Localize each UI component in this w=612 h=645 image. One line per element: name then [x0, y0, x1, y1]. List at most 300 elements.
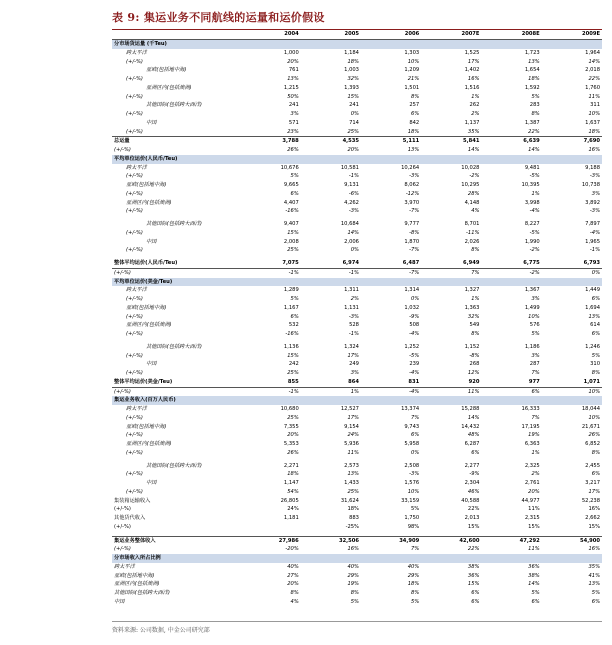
row-label: 亚洲区内(包括澳洲)	[126, 199, 172, 206]
value-cell: -3%	[409, 471, 420, 478]
value-cell: 40%	[287, 563, 299, 570]
value-cell: 5%	[290, 173, 299, 180]
value-cell: 5,353	[283, 441, 299, 447]
value-cell: 549	[469, 322, 480, 329]
value-cell: 1,136	[283, 343, 299, 350]
value-cell: 310	[590, 361, 600, 368]
value-cell: 4%	[471, 208, 480, 215]
value-cell: 5%	[531, 331, 540, 337]
table-row	[112, 352, 602, 361]
value-cell: 0%	[350, 247, 359, 254]
value-cell: 239	[409, 361, 420, 368]
value-cell: 14%	[347, 229, 359, 236]
value-cell: 20%	[287, 432, 299, 439]
row-label: (+/-%)	[126, 190, 143, 197]
value-cell: 1,246	[585, 343, 600, 350]
value-cell: 20%	[528, 488, 540, 495]
value-cell: 2,304	[464, 480, 480, 486]
value-cell: 32,506	[301, 536, 361, 545]
value-cell: 6,974	[342, 260, 359, 266]
value-cell: 5%	[531, 93, 540, 100]
table-row	[112, 238, 602, 247]
table-row	[112, 229, 602, 238]
value-cell: 1,314	[404, 287, 420, 294]
value-cell: 13%	[347, 471, 359, 478]
table-row	[112, 110, 602, 119]
value-cell	[301, 155, 361, 164]
row-label: 集运业务整体收入	[112, 536, 241, 545]
value-cell: 20%	[347, 147, 359, 153]
value-cell: 1,209	[404, 67, 420, 74]
table-row	[112, 313, 602, 322]
value-cell: -3%	[589, 173, 600, 180]
value-cell: 241	[288, 102, 299, 109]
row-label: 总运量	[112, 137, 241, 146]
value-cell: -6%	[348, 190, 359, 197]
value-cell: 977	[528, 378, 540, 385]
value-cell: 2,573	[344, 462, 359, 469]
value-cell: 614	[590, 322, 600, 329]
value-cell: 25%	[347, 128, 359, 135]
row-label: (+/-%)	[126, 352, 143, 359]
value-cell: 9,131	[344, 182, 359, 188]
value-cell: -2%	[469, 173, 480, 180]
value-cell: 6,949	[463, 260, 480, 266]
table-row	[112, 387, 602, 396]
row-label: (+/-%)	[114, 147, 131, 153]
value-cell	[241, 523, 301, 532]
value-cell: 2,006	[344, 238, 359, 245]
value-cell: 15%	[287, 229, 299, 236]
value-cell: 576	[529, 322, 540, 329]
value-cell: 1,071	[583, 378, 600, 385]
value-cell: 1,637	[585, 119, 600, 126]
table-row	[112, 514, 602, 523]
value-cell: 528	[349, 322, 359, 329]
value-cell: 8,701	[464, 221, 480, 227]
value-cell: 3%	[531, 352, 540, 359]
table-row	[112, 505, 602, 514]
value-cell: 1,449	[585, 287, 600, 294]
assumption-table-container	[112, 30, 602, 607]
row-label: (+/-%)	[126, 208, 143, 215]
table-row	[112, 589, 602, 598]
value-cell: 920	[468, 378, 480, 385]
table-row	[112, 101, 602, 110]
table-row	[112, 146, 602, 155]
value-cell: 1,181	[283, 515, 299, 521]
value-cell: 287	[529, 361, 540, 368]
table-row	[112, 128, 602, 137]
row-label: 亚洲区内(包括澳洲)	[126, 322, 172, 329]
value-cell: 2,008	[283, 238, 299, 245]
value-cell: 1,003	[344, 67, 359, 74]
row-label: 亚洲区内(包括澳洲)	[126, 441, 172, 447]
column-header: 2009E	[542, 30, 602, 40]
value-cell: 2,026	[464, 238, 480, 245]
value-cell: 3%	[290, 111, 299, 117]
value-cell: -20%	[285, 546, 299, 553]
value-cell: 5%	[531, 590, 540, 596]
value-cell: 17%	[347, 414, 359, 421]
row-label: (+/-%)	[126, 111, 143, 117]
value-cell: 1,147	[283, 480, 299, 486]
value-cell: 1,393	[344, 84, 359, 91]
value-cell: 10%	[407, 58, 420, 65]
value-cell: 18%	[347, 58, 359, 65]
value-cell: 6,775	[523, 260, 540, 266]
row-label: (+/-%)	[126, 296, 143, 302]
value-cell: 864	[348, 378, 359, 385]
value-cell: 12%	[467, 370, 480, 376]
value-cell: 9,188	[585, 164, 600, 171]
value-cell: 19%	[347, 581, 359, 588]
table-row	[112, 49, 602, 58]
row-label: 其他货代收入	[114, 515, 146, 521]
value-cell: 16%	[467, 76, 480, 82]
table-row	[112, 488, 602, 497]
table-row	[112, 172, 602, 181]
value-cell: 6%	[591, 471, 600, 478]
table-row	[112, 470, 602, 479]
value-cell: -5%	[529, 229, 540, 236]
value-cell: 17%	[588, 488, 600, 495]
table-row	[112, 58, 602, 67]
value-cell: 883	[349, 515, 359, 521]
value-cell: 25%	[287, 414, 299, 421]
value-cell	[542, 396, 602, 405]
row-label: 亚欧(包括地中海)	[146, 67, 187, 74]
value-cell: -4%	[589, 229, 600, 236]
row-label: 中国	[146, 119, 157, 126]
value-cell: 6%	[531, 598, 540, 605]
value-cell: 11%	[528, 506, 540, 513]
value-cell: 2,325	[524, 462, 540, 469]
value-cell: 6%	[290, 313, 299, 320]
value-cell: 262	[469, 102, 480, 109]
row-label: 中国	[114, 598, 125, 605]
value-cell: 761	[288, 67, 299, 74]
value-cell: 5%	[591, 352, 600, 359]
row-label: (+/-%)	[126, 76, 143, 82]
value-cell: 6%	[471, 598, 480, 605]
table-row	[112, 119, 602, 128]
value-cell: 1,324	[344, 343, 359, 350]
row-label: 跨太平洋	[126, 287, 147, 294]
value-cell: 18%	[407, 581, 420, 588]
value-cell: 15%	[287, 352, 299, 359]
value-cell: -4%	[529, 208, 540, 215]
value-cell: 32%	[347, 76, 359, 82]
value-cell: 1,000	[283, 49, 299, 56]
value-cell: 10%	[528, 313, 540, 320]
value-cell: -3%	[348, 208, 359, 215]
value-cell: 5,111	[361, 137, 421, 146]
value-cell: 6%	[410, 432, 420, 439]
value-cell	[481, 554, 541, 563]
value-cell: 10,264	[401, 164, 420, 171]
value-cell: 532	[288, 322, 299, 329]
value-cell	[361, 278, 421, 287]
value-cell: 17%	[347, 352, 359, 359]
value-cell: 9,154	[344, 423, 359, 430]
value-cell: 8%	[471, 247, 480, 254]
value-cell: 13%	[588, 313, 600, 320]
value-cell: 1,516	[464, 84, 480, 91]
table-row	[112, 440, 602, 449]
value-cell: 7,897	[585, 221, 600, 227]
value-cell: 4,262	[344, 199, 359, 206]
value-cell: 6%	[481, 387, 541, 396]
row-label: (+/-%)	[126, 173, 143, 180]
row-label: 其他国际(包括跨大西洋)	[146, 221, 202, 227]
value-cell: 6%	[591, 331, 600, 337]
value-cell: 22%	[467, 506, 480, 513]
value-cell: 6,793	[583, 260, 600, 266]
value-cell: 2,662	[585, 515, 600, 521]
value-cell: 13%	[407, 147, 420, 153]
row-label: (+/-%)	[126, 414, 143, 421]
table-row	[112, 66, 602, 75]
value-cell	[542, 278, 602, 287]
value-cell: 27%	[287, 572, 299, 579]
value-cell	[241, 396, 301, 405]
value-cell: 16%	[588, 147, 600, 153]
value-cell: -16%	[285, 208, 299, 215]
value-cell: 14%	[528, 147, 540, 153]
value-cell: 241	[349, 102, 359, 109]
value-cell: 2,277	[464, 462, 480, 469]
value-cell: 2%	[471, 111, 480, 117]
value-cell: 1,167	[283, 304, 299, 311]
value-cell: 13%	[588, 581, 600, 588]
row-label: 其他国际(包括跨大西洋)	[146, 343, 202, 350]
value-cell: 15%	[588, 523, 600, 530]
value-cell: 11%	[528, 546, 540, 553]
value-cell: 249	[349, 361, 359, 368]
row-label: 集装箱运输收入	[114, 497, 151, 504]
value-cell: -3%	[409, 173, 420, 180]
value-cell	[241, 155, 301, 164]
value-cell: 1,576	[404, 480, 420, 486]
value-cell: 36%	[467, 572, 480, 579]
value-cell: 24%	[287, 506, 299, 513]
value-cell: 831	[408, 378, 420, 385]
value-cell: 11%	[347, 449, 359, 456]
table-row	[112, 343, 602, 352]
value-cell: -7%	[409, 247, 420, 254]
value-cell	[481, 155, 541, 164]
table-row	[112, 295, 602, 304]
value-cell: 42,600	[421, 536, 481, 545]
value-cell: 8,062	[404, 182, 420, 188]
row-label: 其他国际(包括跨大西洋)	[146, 462, 202, 469]
value-cell: 3%	[531, 296, 540, 302]
value-cell: 18%	[588, 128, 600, 135]
value-cell: 5,841	[421, 137, 481, 146]
value-cell: 3,788	[241, 137, 301, 146]
value-cell	[361, 40, 421, 49]
value-cell: 33,159	[401, 497, 420, 504]
value-cell: 7%	[421, 268, 481, 277]
value-cell: 1,965	[585, 238, 600, 245]
value-cell: 283	[529, 102, 540, 109]
value-cell: 1,186	[524, 343, 540, 350]
row-label: (+/-%)	[126, 313, 143, 320]
value-cell: 5%	[290, 296, 299, 302]
value-cell: 1,215	[283, 84, 299, 91]
table-row	[112, 497, 602, 506]
value-cell: 14%	[588, 58, 600, 65]
value-cell: 13,374	[401, 406, 420, 412]
value-cell: 26,805	[280, 497, 299, 504]
value-cell: 40%	[407, 563, 420, 570]
value-cell: -7%	[361, 268, 421, 277]
value-cell: 508	[409, 322, 420, 329]
row-label: 亚欧(包括地中海)	[126, 304, 167, 311]
value-cell: 5%	[410, 598, 420, 605]
value-cell: -8%	[409, 229, 420, 236]
value-cell: 38%	[528, 572, 540, 579]
value-cell: 1,402	[464, 67, 480, 74]
value-cell: 4,148	[464, 199, 480, 206]
row-label: (+/-%)	[126, 128, 143, 135]
row-label: 亚洲区内(包括澳洲)	[114, 581, 160, 588]
value-cell: 1,499	[524, 304, 540, 311]
value-cell: 1,184	[344, 49, 359, 56]
value-cell: 1%	[471, 296, 480, 302]
row-label: 中国	[146, 480, 157, 486]
value-cell: 6,287	[464, 441, 480, 447]
value-cell: 1,964	[585, 49, 600, 56]
row-label: (+/-%)	[112, 387, 241, 396]
value-cell: 1,654	[524, 67, 540, 74]
value-cell: 14,432	[461, 423, 480, 430]
value-cell: 35%	[588, 563, 600, 570]
column-header: 2006	[361, 30, 421, 40]
value-cell: 4,407	[283, 199, 299, 206]
value-cell	[421, 278, 481, 287]
column-header: 2007E	[421, 30, 481, 40]
value-cell: 26%	[287, 147, 299, 153]
value-cell: 3,217	[585, 480, 600, 486]
value-cell: 5%	[350, 598, 359, 605]
value-cell: 48%	[467, 432, 480, 439]
value-cell: 9,481	[524, 164, 540, 171]
row-label: (+/-%)	[126, 471, 143, 478]
section-header-row	[112, 396, 602, 405]
value-cell: 268	[469, 361, 480, 368]
value-cell: -1%	[348, 173, 359, 180]
table-body	[112, 40, 602, 607]
value-cell: -4%	[361, 387, 421, 396]
value-cell: 3%	[591, 190, 600, 197]
table-row	[112, 181, 602, 190]
value-cell: 32%	[467, 313, 480, 320]
value-cell: 10%	[542, 387, 602, 396]
value-cell: 21%	[407, 76, 420, 82]
value-cell: 1,694	[585, 304, 600, 311]
table-row	[112, 220, 602, 229]
table-row	[112, 572, 602, 581]
value-cell: 16%	[588, 546, 600, 553]
value-cell: 8%	[591, 449, 600, 456]
row-label: 平均单位运价(美金/Teu)	[112, 278, 241, 287]
value-cell: 8%	[471, 331, 480, 337]
value-cell: -5%	[529, 173, 540, 180]
row-label: 跨太平洋	[126, 49, 147, 56]
value-cell: 1,433	[344, 480, 359, 486]
table-row	[112, 259, 602, 268]
value-cell: 17,195	[521, 423, 540, 430]
value-cell: 6,852	[585, 441, 600, 447]
row-label: (+/-%)	[126, 488, 143, 495]
table-row	[112, 414, 602, 423]
row-label: (+/-%)	[114, 523, 131, 530]
row-label: (+/-%)	[126, 370, 143, 376]
value-cell: 15,288	[461, 406, 480, 412]
value-cell: 2%	[350, 296, 359, 302]
value-cell: 16%	[347, 546, 359, 553]
value-cell: 8%	[591, 370, 600, 376]
table-row	[112, 190, 602, 199]
value-cell: 20%	[287, 58, 299, 65]
value-cell: 1,990	[524, 238, 540, 245]
value-cell: 1,387	[524, 119, 540, 126]
value-cell	[241, 278, 301, 287]
value-cell: 10,676	[280, 164, 299, 171]
value-cell	[542, 554, 602, 563]
value-cell	[301, 396, 361, 405]
value-cell: 13%	[287, 76, 299, 82]
table-row	[112, 137, 602, 146]
value-cell: 7%	[410, 546, 420, 553]
table-row	[112, 199, 602, 208]
table-row	[112, 84, 602, 93]
row-label: 跨太平洋	[114, 563, 135, 570]
value-cell: 25%	[347, 488, 359, 495]
table-row	[112, 304, 602, 313]
row-label: 整体平均运价(人民币/Teu)	[114, 260, 178, 266]
value-cell: 2,315	[524, 515, 540, 521]
value-cell: 18%	[407, 128, 420, 135]
value-cell: 9,407	[283, 221, 299, 227]
table-row	[112, 563, 602, 572]
table-row	[112, 423, 602, 432]
value-cell: 15%	[528, 523, 540, 530]
value-cell: 8%	[410, 590, 420, 596]
row-label: (+/-%)	[114, 546, 131, 553]
value-cell: 1,032	[404, 304, 420, 311]
row-label: 其他国际(包括跨大西洋)	[114, 590, 170, 596]
value-cell	[421, 554, 481, 563]
value-cell: 1,252	[404, 343, 420, 350]
value-cell: 44,977	[521, 497, 540, 504]
value-cell: -1%	[589, 247, 600, 254]
value-cell	[361, 155, 421, 164]
table-row	[112, 207, 602, 216]
row-label: 整体平均运价(美金/Teu)	[114, 378, 173, 385]
value-cell: -9%	[469, 471, 480, 478]
row-label: 其他国际(包括跨大西洋)	[146, 102, 202, 109]
value-cell: 6,639	[481, 137, 541, 146]
table-row	[112, 598, 602, 607]
value-cell: 22%	[588, 76, 600, 82]
row-label: (+/-%)	[126, 93, 143, 100]
value-cell: 34,909	[361, 536, 421, 545]
table-row	[112, 523, 602, 532]
value-cell: 47,292	[481, 536, 541, 545]
